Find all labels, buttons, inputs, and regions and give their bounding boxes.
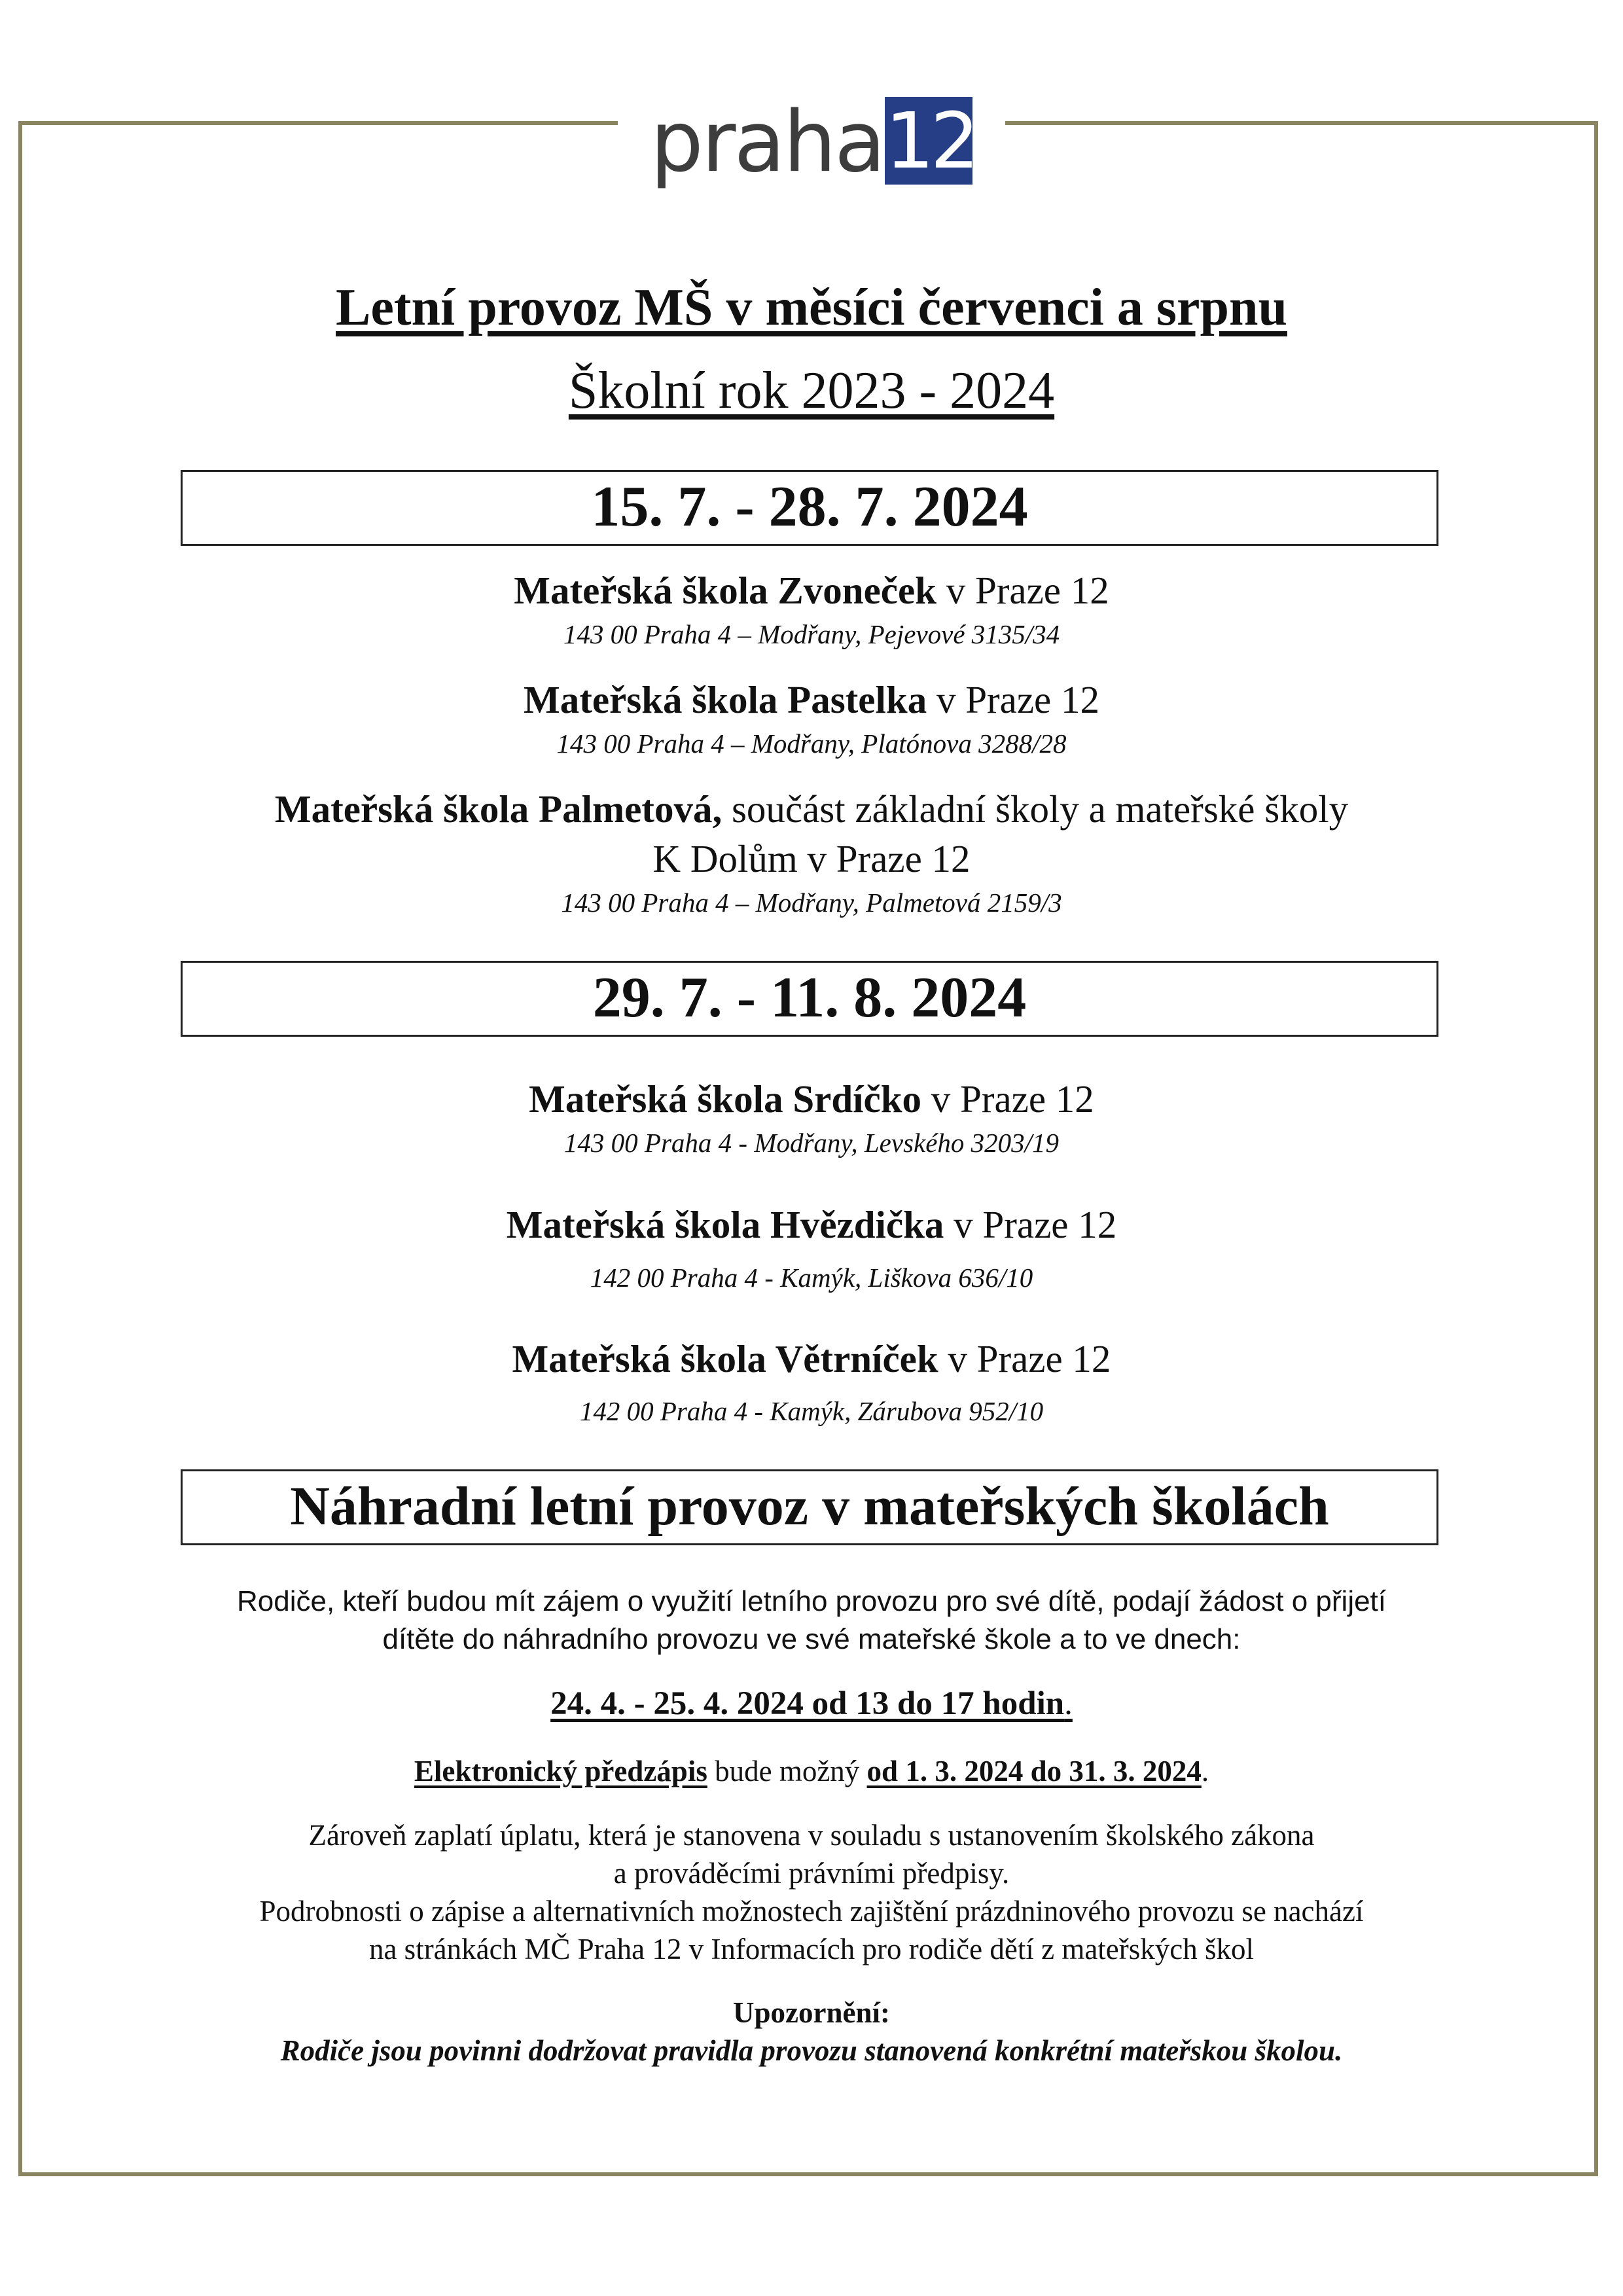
school-hvezdicka — [0, 1202, 1623, 1247]
school-name: Mateřská škola Pastelka — [524, 678, 927, 721]
school-name: Mateřská škola Větrníček — [512, 1337, 938, 1380]
school-year-subtitle: Školní rok 2023 - 2024 — [568, 362, 1055, 420]
preregistration-label: Elektronický předzápis — [414, 1755, 707, 1787]
school-suffix: v Praze 12 — [938, 1337, 1111, 1380]
school-name: Mateřská škola Hvězdička — [506, 1203, 944, 1246]
school-name: Mateřská škola Srdíčko — [529, 1077, 922, 1121]
application-dates-line — [0, 1683, 1623, 1724]
school-suffix: v Praze 12 — [936, 569, 1109, 612]
preregistration-end: . — [1201, 1755, 1209, 1787]
period2-dates: 29. 7. - 11. 8. 2024 — [181, 961, 1438, 1037]
fee-line-1: Zároveň zaplatí úplatu, která je stanovena v souladu s ustanovením školského zákona — [308, 1819, 1315, 1852]
school-suffix: v Praze 12 — [944, 1203, 1117, 1246]
school-palmetova-line2: K Dolům v Praze 12 — [652, 837, 971, 880]
preregistration-line — [0, 1752, 1623, 1790]
details-line-2: na stránkách MČ Praha 12 v Informacích pro rodiče dětí z mateřských škol — [368, 1933, 1255, 1965]
school-name: Mateřská škola Zvoneček — [514, 569, 936, 612]
school-address: 142 00 Praha 4 - Kamýk, Zárubova 952/10 — [579, 1396, 1044, 1426]
logo-number-box: 12 — [885, 96, 976, 186]
preregistration-mid: bude možný — [707, 1755, 867, 1787]
praha12-logo — [618, 79, 1005, 203]
intro-line-1: Rodiče, kteří budou mít zájem o využití letního provozu pro své dítě, podají žádost o přijetí — [236, 1585, 1387, 1617]
school-vetrnicek — [0, 1336, 1623, 1382]
details-line-1: Podrobnosti o zápise a alternativních možnostech zajištění prázdninového provozu se nachází — [259, 1895, 1364, 1928]
school-name: Mateřská škola Palmetová, — [274, 787, 722, 831]
school-zvonecek — [0, 568, 1623, 613]
page-title: Letní provoz MŠ v měsíci červenci a srpnu — [336, 279, 1287, 336]
fee-line-2: a prováděcími právními předpisy. — [613, 1857, 1010, 1890]
notice-text: Rodiče jsou povinni dodržovat pravidla provozu stanovená konkrétní mateřskou školou. — [280, 2034, 1343, 2067]
school-suffix: v Praze 12 — [921, 1077, 1094, 1121]
school-address: 142 00 Praha 4 - Kamýk, Liškova 636/10 — [590, 1263, 1033, 1293]
school-srdicko — [0, 1077, 1623, 1122]
school-suffix: v Praze 12 — [927, 678, 1099, 721]
school-palmetova — [0, 787, 1623, 832]
application-dates: 24. 4. - 25. 4. 2024 od 13 do 17 hodin — [550, 1685, 1065, 1722]
notice-label: Upozornění: — [733, 1996, 890, 2029]
school-address: 143 00 Praha 4 – Modřany, Palmetová 2159/3 — [561, 888, 1062, 918]
school-address: 143 00 Praha 4 – Modřany, Pejevové 3135/34 — [563, 619, 1060, 649]
period1-dates: 15. 7. - 28. 7. 2024 — [181, 470, 1438, 546]
school-pastelka — [0, 677, 1623, 723]
school-address: 143 00 Praha 4 - Modřany, Levského 3203/19 — [563, 1128, 1060, 1158]
logo-word: praha — [650, 94, 884, 191]
school-suffix: součást základní školy a mateřské školy — [722, 787, 1349, 831]
school-address: 143 00 Praha 4 – Modřany, Platónova 3288/28 — [556, 728, 1067, 759]
application-dates-end: . — [1064, 1685, 1073, 1722]
intro-line-2: dítěte do náhradního provozu ve své mateřské škole a to ve dnech: — [382, 1623, 1241, 1655]
replacement-heading: Náhradní letní provoz v mateřských školách — [181, 1469, 1438, 1545]
preregistration-range: od 1. 3. 2024 do 31. 3. 2024 — [866, 1755, 1202, 1787]
